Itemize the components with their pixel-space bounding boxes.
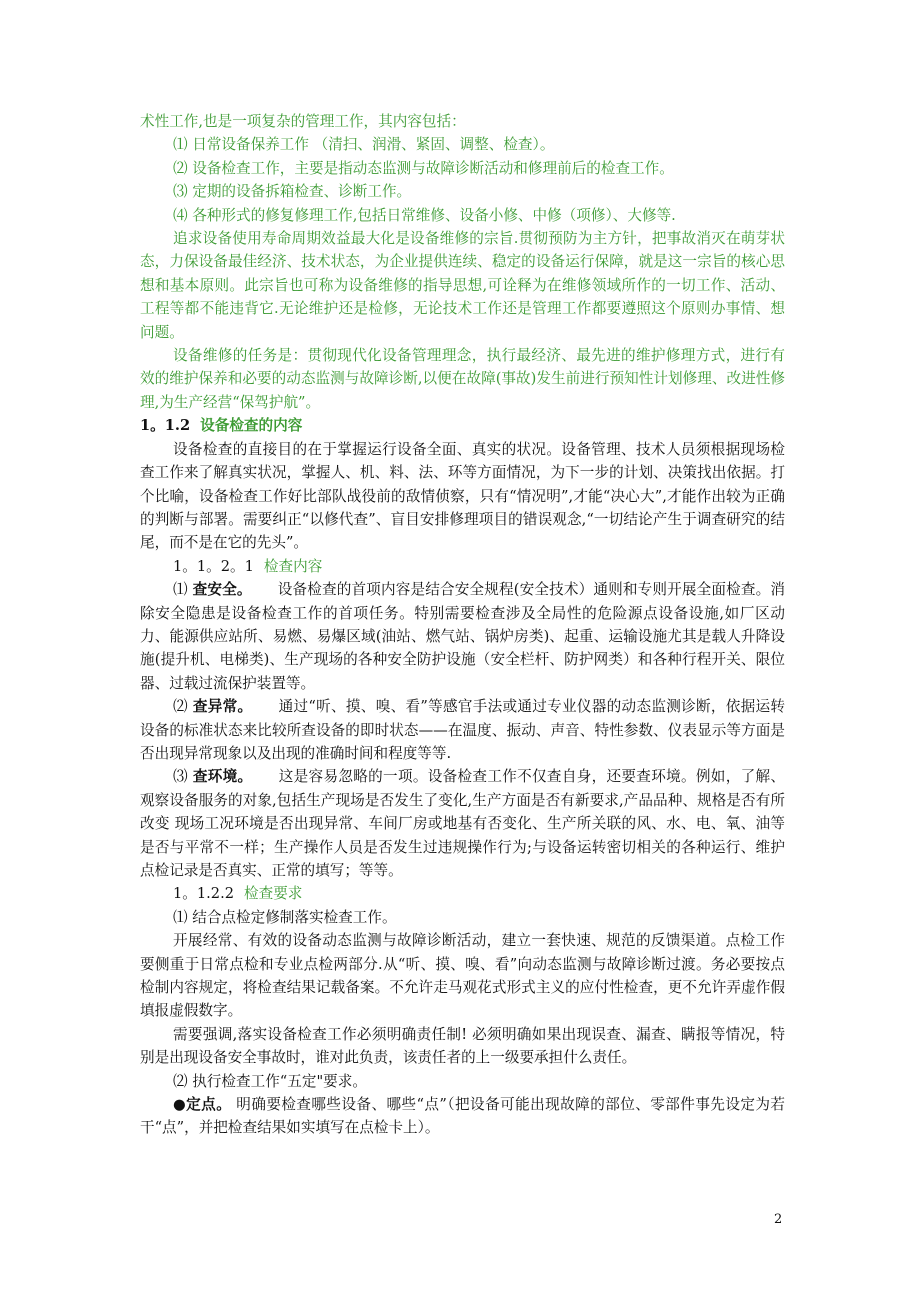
paragraph-inspection: 设备检查的直接目的在于掌握运行设备全面、真实的状况。设备管理、技术人员须根据现场检查工作来了解真实状况，掌握人、机、料、法、环等方面情况，为下一步的计划、决策找出依据。打个比喻，设备检查工作好比部队战役前的敌情侦察，只有“情况明”,才能“决心大”,才能作出较为正确的判断与部署。需要纠正“以修代查”、盲目安排修理项目的错误观念,“一切结论产生于调查研究的结尾，而不是在它的先头”。 — [140, 440, 785, 552]
item-text: 这是容易忽略的一项。设备检查工作不仅查自身，还要查环境。例如，了解、观察设备服务的对象,包括生产现场是否发生了变化,生产方面是否有新要求,产品品种、规格是否有所改变 现场工况环境是否出现异常、车间厂房或地基有否变化、生产所关联的风、水、电、氧、油等是否与平常不一样；生产操作人员是否发生过违规操作行为;与设备运转密切相关的各种运行、维护点检记录是否真实、正常的填写；等等。 — [140, 768, 785, 879]
check-item-abnormal — [140, 695, 785, 765]
subsection-title-1: 检查内容 — [263, 557, 323, 575]
bullet-keyword: ●定点。 — [173, 1096, 232, 1114]
item-label: ⑴ — [173, 581, 188, 599]
list-item-2: ⑵ 设备检查工作，主要是指动态监测与故障诊断活动和修理前后的检查工作。 — [173, 159, 674, 177]
section-title: 设备检查的内容 — [200, 417, 303, 435]
item-keyword: 查异常。 — [192, 698, 253, 716]
paragraph-task: 设备维修的任务是：贯彻现代化设备管理理念，执行最经济、最先进的维护修理方式，进行有效的维护保养和必要的动态监测与故障诊断,以便在故障(事故)发生前进行预知性计划修理、改进性修理,为生产经营“保驾护航”。 — [140, 347, 785, 411]
check-item-environment — [140, 765, 785, 882]
list-item-1: ⑴ 日常设备保养工作 （清扫、润滑、紧固、调整、检查）。 — [173, 136, 555, 154]
requirement-1: ⑴ 结合点检定修制落实检查工作。 — [173, 908, 397, 926]
paragraph-intro: 术性工作,也是一项复杂的管理工作，其内容包括： — [140, 113, 466, 130]
section-number: 1。1.2 — [140, 417, 191, 435]
subsection-number-1: 1。1。2。1 — [173, 557, 254, 575]
section-heading — [140, 414, 785, 437]
item-keyword: 查环境。 — [192, 768, 253, 786]
page-content — [140, 110, 785, 1140]
list-item-4: ⑷ 各种形式的修复修理工作,包括日常维修、设备小修、中修（项修）、大修等. — [173, 206, 676, 224]
subsection-number-2: 1。1.2.2 — [173, 885, 235, 903]
paragraph-monitoring: 开展经常、有效的设备动态监测与故障诊断活动，建立一套快速、规范的反馈渠道。点检工作要侧重于日常点检和专业点检两部分.从“听、摸、嗅、看”向动态监测与故障诊断过渡。务必要按点检制内容规定，将检查结果记载备案。不允许走马观花式形式主义的应付性检查，更不允许弄虚作假填报虚假数字。 — [140, 932, 785, 1020]
paragraph-responsibility: 需要强调,落实设备检查工作必须明确责任制! 必须明确如果出现误查、漏查、瞒报等情况，特别是出现设备安全事故时，谁对此负责，该责任者的上一级要承担什么责任。 — [140, 1025, 785, 1067]
subsection-heading-1 — [140, 555, 785, 578]
page-number: 2 — [774, 1212, 783, 1227]
paragraph-purpose: 追求设备使用寿命周期效益最大化是设备维修的宗旨.贯彻预防为主方针，把事故消灭在萌芽状态，力保设备最佳经济、技术状态，为企业提供连续、稳定的设备运行保障，就是这一宗旨的核心思想和基本原则。此宗旨也可称为设备维修的指导思想,可诠释为在维修领域所作的一切工作、活动、工程等都不能违背它.无论维护还是检修，无论技术工作还是管理工作都要遵照这个原则办事情、想问题。 — [140, 230, 785, 341]
subsection-title-2: 检查要求 — [244, 885, 303, 903]
item-keyword: 查安全。 — [192, 581, 252, 599]
bullet-text: 明确要检查哪些设备、哪些“点”（把设备可能出现故障的部位、零部件事先设定为若干“点”，并把检查结果如实填写在点检卡上）。 — [140, 1096, 786, 1137]
requirement-2: ⑵ 执行检查工作“五定"要求。 — [173, 1072, 367, 1090]
item-label: ⑵ — [173, 698, 188, 716]
item-label: ⑶ — [173, 768, 188, 786]
list-item-3: ⑶ 定期的设备拆箱检查、诊断工作。 — [173, 183, 412, 201]
check-item-safety — [140, 578, 785, 695]
item-text: 设备检查的首项内容是结合安全规程(安全技术）通则和专则开展全面检查。消除安全隐患是设备检查工作的首项任务。特别需要检查涉及全局性的危险源点设备设施,如厂区动力、能源供应站所、易燃、易爆区域(油站、燃气站、锅炉房类)、起重、运输设施尤其是载人升降设施(提升机、电梯类)、生产现场的各种安全防护设施（安全栏杆、防护网类）和各种行程开关、限位器、过载过流保护装置等。 — [140, 581, 785, 692]
bullet-fixed-point — [140, 1093, 785, 1140]
item-text: 通过“听、摸、嗅、看”等感官手法或通过专业仪器的动态监测诊断，依据运转设备的标准状态来比较所查设备的即时状态——在温度、振动、声音、特性参数、仪表显示等方面是否出现异常现象以及出现的准确时间和程度等等. — [140, 698, 785, 762]
subsection-heading-2 — [140, 882, 785, 905]
